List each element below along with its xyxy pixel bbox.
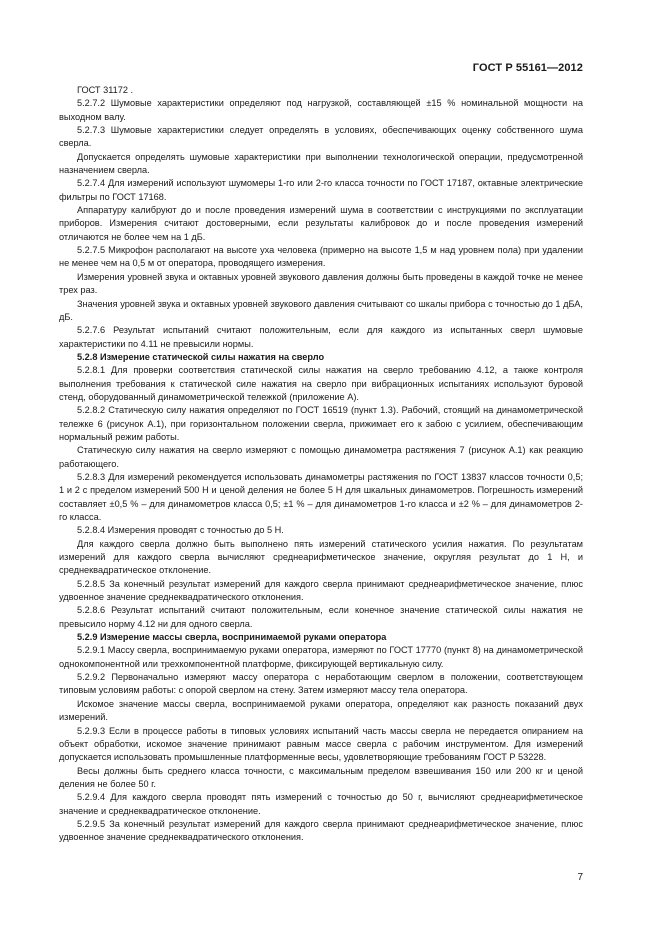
paragraph: Аппаратуру калибруют до и после проведения измерений шума в соответствии с инструкциями по эксплуатации приборов. Измерения считают достоверными, если результаты калибровок до и после проведения измерений отличаются не более чем на 1 дБ. <box>59 205 583 242</box>
paragraph: Измерения уровней звука и октавных уровней звукового давления должны быть проведены в каждой точке не менее трех раз. <box>59 271 583 296</box>
paragraph: 5.2.9.3 Если в процессе работы в типовых условиях испытаний часть массы сверла не передается опиранием на объект обработки, искомое значение принимают равным массе сверла с рабочим инструментом. Для измерений допускается использовать промышленные платформенные весы, удовлетворяющие требованиям ГОСТ Р 53228. <box>59 725 583 763</box>
paragraph: 5.2.8.4 Измерения проводят с точностью до 5 Н. <box>77 525 284 536</box>
paragraph: 5.2.7.6 Результат испытаний считают положительным, если для каждого из испытанных сверл шумовые характеристики по 4.11 не превысили нормы. <box>59 325 583 349</box>
document-header: ГОСТ Р 55161—2012 <box>472 62 583 74</box>
document-body <box>59 84 583 845</box>
paragraph: 5.2.9.1 Массу сверла, воспринимаемую руками оператора, измеряют по ГОСТ 17770 (пункт 8) на динамометрической однокомпонентной или трехкомпонентной платформе, фиксирующей вертикальную силу. <box>59 645 583 669</box>
paragraph: 5.2.8.3 Для измерений рекомендуется использовать динамометры растяжения по ГОСТ 13837 классов точности 0,5; 1 и 2 с пределом измерений 500 Н и ценой деления не более 5 Н для шкальных динамометров. Погрешность измерений составляет ±0,5 % – для динамометров класса 0,5; ±1 % – для динамометров 1-го класса и ±2 % – для динамометров 2-го класса. <box>59 471 583 522</box>
paragraph: 5.2.8.5 За конечный результат измерений для каждого сверла принимают среднеарифметическое значение, плюс удвоенное значение среднеквадратического отклонения. <box>59 578 583 603</box>
paragraph: 5.2.9.5 За конечный результат измерений для каждого сверла принимают среднеарифметическое значение, плюс удвоенное значение среднеквадратического отклонения. <box>59 818 583 843</box>
paragraph: 5.2.8.2 Статическую силу нажатия определяют по ГОСТ 16519 (пункт 1.3). Рабочий, стоящий на динамометрической тележке 6 (рисунок А.1), при горизонтальном положении сверла, прижимает его к забою с усилием, обеспечивающим нормальный режим работы. <box>59 405 583 442</box>
section-heading: 5.2.8 Измерение статической силы нажатия на сверло <box>77 351 325 362</box>
paragraph: 5.2.8.1 Для проверки соответствия статической силы нажатия на сверло требованию 4.12, а также контроля выполнения требования к статической силе нажатия на сверло при вибрационных испытаниях используют буровой стенд, оборудованный динамометрической тележкой (приложение А). <box>59 365 583 402</box>
paragraph: Весы должны быть среднего класса точности, с максимальным пределом взвешивания 150 или 200 кг и ценой деления не более 50 г. <box>59 765 583 789</box>
paragraph: Статическую силу нажатия на сверло измеряют с помощью динамометра растяжения 7 (рисунок А.1) как реакцию работающего. <box>59 445 583 469</box>
paragraph: 5.2.7.4 Для измерений используют шумомеры 1-го или 2-го класса точности по ГОСТ 17187, октавные электрические фильтры по ГОСТ 17168. <box>59 178 583 202</box>
paragraph: 5.2.7.2 Шумовые характеристики определяют под нагрузкой, составляющей ±15 % номинальной мощности на выходном валу. <box>59 98 583 122</box>
page-number: 7 <box>577 872 583 883</box>
paragraph: 5.2.9.4 Для каждого сверла проводят пять измерений с точностью до 50 г, вычисляют среднеарифметическое значение и среднеквадратическое отклонение. <box>59 792 583 816</box>
paragraph: ГОСТ 31172 . <box>77 85 134 95</box>
section-heading: 5.2.9 Измерение массы сверла, воспринимаемой руками оператора <box>77 632 387 643</box>
paragraph: 5.2.7.5 Микрофон располагают на высоте уха человека (примерно на высоте 1,5 м над уровнем пола) при удалении не менее чем на 0,5 м от оператора, проводящего измерения. <box>59 245 583 269</box>
paragraph: 5.2.7.3 Шумовые характеристики следует определять в условиях, обеспечивающих оценку собственного шума сверла. <box>59 125 583 149</box>
paragraph: 5.2.9.2 Первоначально измеряют массу оператора с неработающим сверлом в положении, соответствующем типовым условиям работы: с опорой сверлом на стену. Затем измеряют массу тела оператора. <box>59 672 583 696</box>
paragraph: Искомое значение массы сверла, воспринимаемой руками оператора, определяют как разность показаний двух измерений. <box>59 698 583 723</box>
paragraph: Значения уровней звука и октавных уровней звукового давления считывают со шкалы прибора с точностью до 1 дБА, дБ. <box>59 298 583 322</box>
paragraph: 5.2.8.6 Результат испытаний считают положительным, если конечное значение статической силы нажатия не превысило норму 4.12 ни для одного сверла. <box>59 605 583 629</box>
paragraph: Допускается определять шумовые характеристики при выполнении технологической операции, предусмотренной назначением сверла. <box>59 151 583 176</box>
paragraph: Для каждого сверла должно быть выполнено пять измерений статического усилия нажатия. По результатам измерений для каждого сверла вычисляют среднеарифметическое значение, округляя результат до 1 Н, и среднеквадратическое отклонение. <box>59 538 583 576</box>
